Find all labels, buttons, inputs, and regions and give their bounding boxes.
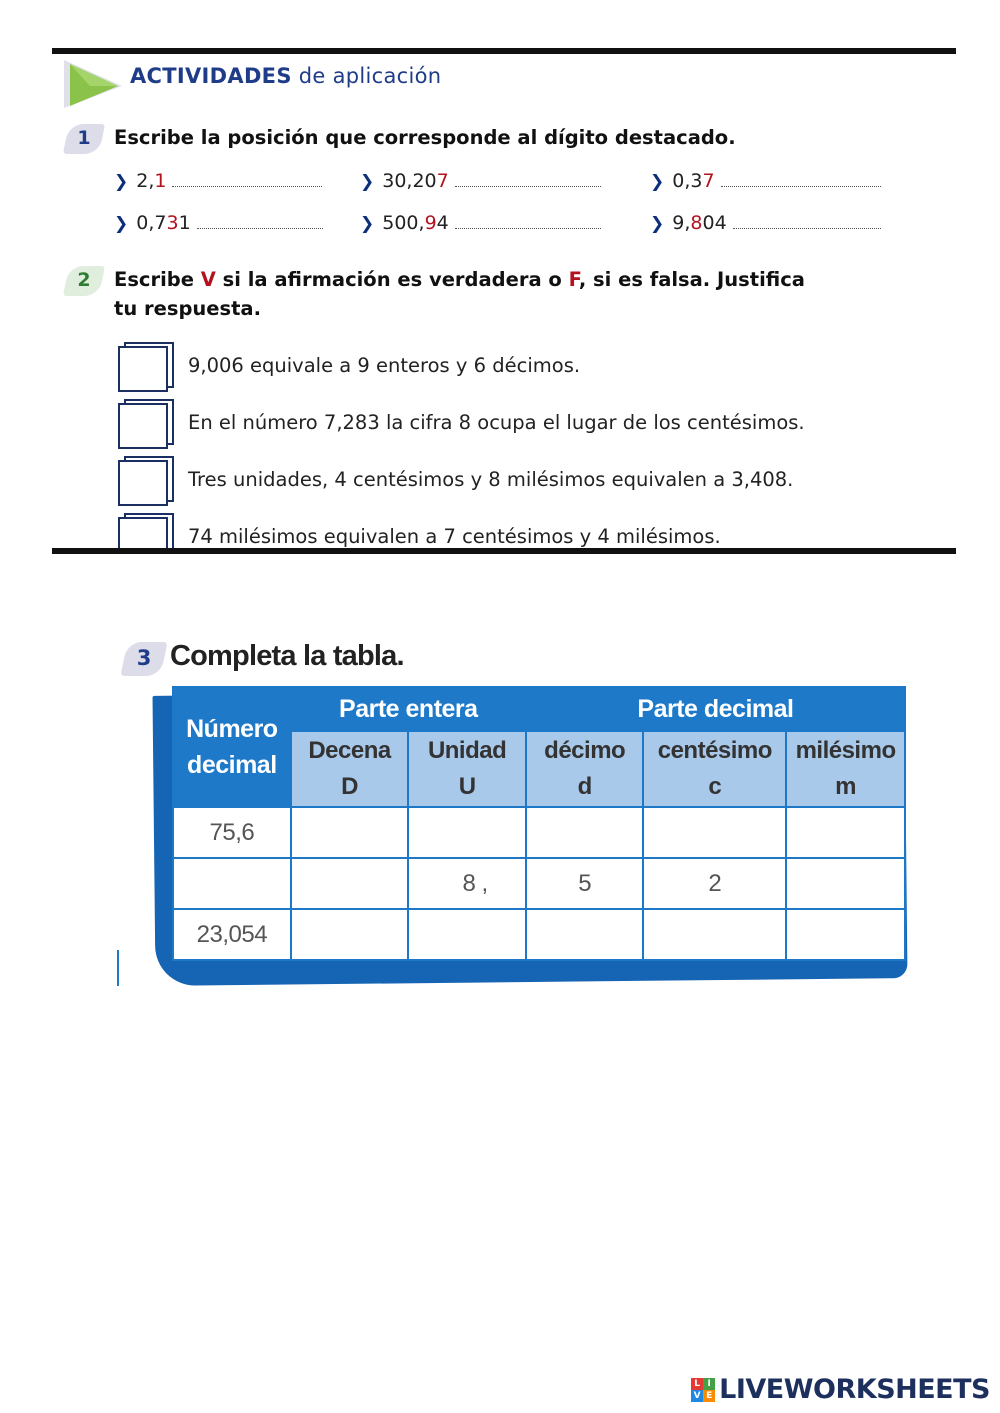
question-3-badge: 3 bbox=[124, 642, 164, 676]
question-1-text: Escribe la posición que corresponde al dígito destacado. bbox=[114, 126, 736, 149]
section-title-bold: ACTIVIDADES bbox=[130, 64, 292, 88]
question-2-badge: 2 bbox=[66, 266, 102, 296]
header-centesimo: centésimo c bbox=[643, 731, 786, 807]
table-cell[interactable] bbox=[173, 858, 291, 909]
answer-line[interactable] bbox=[197, 215, 323, 229]
exercise-1b: ❯ 30,20 7 bbox=[360, 170, 601, 192]
mark-letter: I bbox=[703, 1378, 715, 1390]
play-triangle-icon bbox=[60, 58, 124, 110]
header-decena: Decena D bbox=[291, 731, 409, 807]
table-cell[interactable] bbox=[408, 909, 526, 960]
statement-4: 74 milésimos equivalen a 7 centésimos y 4 milésimos. bbox=[188, 525, 721, 548]
statement-3: Tres unidades, 4 centésimos y 8 milésimos equivalen a 3,408. bbox=[188, 468, 794, 491]
table-cell[interactable] bbox=[291, 909, 409, 960]
header-unidad: Unidad U bbox=[408, 731, 526, 807]
question-3-text: Completa la tabla. bbox=[170, 640, 404, 672]
decimal-table-wrap bbox=[150, 686, 910, 984]
liveworksheets-mark-icon bbox=[691, 1378, 715, 1402]
exercise-1d: ❯ 0,7 3 1 bbox=[114, 212, 323, 234]
table-cell[interactable] bbox=[526, 807, 644, 858]
table-cell: 75,6 bbox=[173, 807, 291, 858]
chevron-right-icon: ❯ bbox=[114, 214, 129, 234]
table-edge-mark bbox=[117, 950, 119, 986]
brand-name: LIVEWORKSHEETS bbox=[719, 1374, 990, 1405]
table-cell: 8 , bbox=[408, 858, 526, 909]
table-row bbox=[173, 909, 905, 960]
table-row bbox=[173, 807, 905, 858]
false-letter: F bbox=[568, 268, 579, 291]
header-parte-entera: Parte entera bbox=[291, 687, 526, 731]
tf-answer-box[interactable] bbox=[118, 399, 176, 449]
table-cell[interactable] bbox=[786, 858, 905, 909]
statement-1: 9,006 equivale a 9 enteros y 6 décimos. bbox=[188, 354, 581, 377]
table-cell[interactable] bbox=[786, 807, 905, 858]
table-cell: 5 bbox=[526, 858, 644, 909]
tf-answer-box[interactable] bbox=[118, 342, 176, 392]
tf-answer-box[interactable] bbox=[118, 513, 176, 548]
table-cell[interactable] bbox=[643, 909, 786, 960]
chevron-right-icon: ❯ bbox=[360, 214, 375, 234]
answer-line[interactable] bbox=[172, 173, 322, 187]
statement-2: En el número 7,283 la cifra 8 ocupa el lugar de los centésimos. bbox=[188, 411, 805, 434]
table-cell: 2 bbox=[643, 858, 786, 909]
table-cell[interactable] bbox=[786, 909, 905, 960]
table-cell: 23,054 bbox=[173, 909, 291, 960]
question-2-text: Escribe V si la afirmación es verdadera o F, si es falsa. Justifica bbox=[114, 268, 805, 291]
mark-letter: V bbox=[691, 1390, 703, 1402]
table-cell[interactable] bbox=[291, 858, 409, 909]
table-cell[interactable] bbox=[526, 909, 644, 960]
section-title bbox=[130, 64, 441, 88]
activities-section bbox=[52, 54, 956, 548]
answer-line[interactable] bbox=[455, 173, 601, 187]
question-1-badge: 1 bbox=[66, 124, 102, 154]
header-parte-decimal: Parte decimal bbox=[526, 687, 905, 731]
exercise-1c: ❯ 0,3 7 bbox=[650, 170, 881, 192]
chevron-right-icon: ❯ bbox=[114, 172, 129, 192]
table-cell[interactable] bbox=[643, 807, 786, 858]
true-letter: V bbox=[200, 268, 216, 291]
table-cell[interactable] bbox=[291, 807, 409, 858]
exercise-1e: ❯ 500, 9 4 bbox=[360, 212, 601, 234]
answer-line[interactable] bbox=[721, 173, 881, 187]
liveworksheets-logo bbox=[691, 1374, 990, 1405]
chevron-right-icon: ❯ bbox=[650, 214, 665, 234]
header-milesimo: milésimo m bbox=[786, 731, 905, 807]
exercise-1f: ❯ 9, 8 04 bbox=[650, 212, 881, 234]
header-decimo: décimo d bbox=[526, 731, 644, 807]
chevron-right-icon: ❯ bbox=[360, 172, 375, 192]
mark-letter: E bbox=[703, 1390, 715, 1402]
question-2-text-line2: tu respuesta. bbox=[114, 297, 262, 320]
decimal-table bbox=[172, 686, 906, 961]
exercise-1a: ❯ 2, 1 bbox=[114, 170, 322, 192]
answer-line[interactable] bbox=[733, 215, 881, 229]
section-title-rest: de aplicación bbox=[298, 64, 442, 88]
table-cell[interactable] bbox=[408, 807, 526, 858]
header-numero-decimal: Número decimal bbox=[173, 687, 291, 807]
answer-line[interactable] bbox=[455, 215, 601, 229]
mark-letter: L bbox=[691, 1378, 703, 1390]
table-row bbox=[173, 858, 905, 909]
bottom-rule bbox=[52, 548, 956, 554]
chevron-right-icon: ❯ bbox=[650, 172, 665, 192]
tf-answer-box[interactable] bbox=[118, 456, 176, 506]
